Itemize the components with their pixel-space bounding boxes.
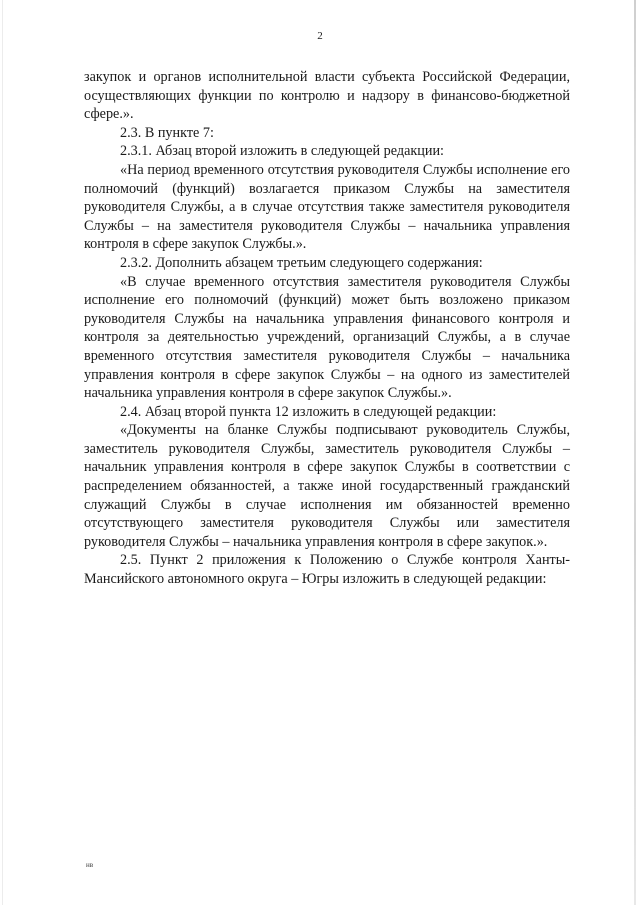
document-body: [84, 68, 570, 589]
quote-paragraph-2: «В случае временного отсутствия заместителя руководителя Службы исполнение его полномочий (функций) может быть возложено приказом руководителя Службы на начальника управления финансового контроля и контроля за деятельностью учреждений, организаций Службы, а в случае временного отсутствия заместителя руководителя Службы – начальника управления контроля в сфере закупок Службы – на одного из заместителей начальника управления контроля в сфере закупок Службы.».: [84, 273, 570, 402]
paragraph-2-5: 2.5. Пункт 2 приложения к Положению о Службе контроля Ханты-Мансийского автономного округа – Югры изложить в следующей редакции:: [84, 552, 570, 588]
paragraph-2-3-2: 2.3.2. Дополнить абзацем третьим следующего содержания:: [120, 254, 483, 271]
page-number: 2: [317, 30, 323, 42]
paragraph-2-4: 2.4. Абзац второй пункта 12 изложить в следующей редакции:: [120, 403, 497, 420]
paragraph-continuation: закупок и органов исполнительной власти субъекта Российской Федерации, осуществляющих функции по контролю и надзору в финансово-бюджетной сфере.».: [84, 69, 570, 123]
quote-paragraph-3: «Документы на бланке Службы подписывают руководитель Службы, заместитель руководителя Службы, заместитель руководителя Службы – начальник управления контроля в сфере закупок Службы в соответствии с распределением обязанностей, а также иной государственный гражданский служащий Службы в случае исполнения им обязанностей временно отсутствующего заместителя руководителя Службы или заместителя руководителя Службы – начальника управления контроля в сфере закупок.».: [84, 422, 570, 550]
scan-edge-left: [2, 0, 3, 905]
footer-code: нв: [86, 861, 94, 869]
scan-edge-right: [634, 0, 636, 905]
quote-paragraph-1: «На период временного отсутствия руководителя Службы исполнение его полномочий (функций) возлагается приказом Службы на заместителя руководителя Службы, а в случае отсутствия также заместителя руководителя Службы – на заместителя руководителя Службы – начальника управления контроля в сфере закупок Службы.».: [84, 161, 570, 253]
paragraph-2-3-1: 2.3.1. Абзац второй изложить в следующей редакции:: [120, 143, 444, 160]
paragraph-2-3: 2.3. В пункте 7:: [120, 124, 214, 141]
